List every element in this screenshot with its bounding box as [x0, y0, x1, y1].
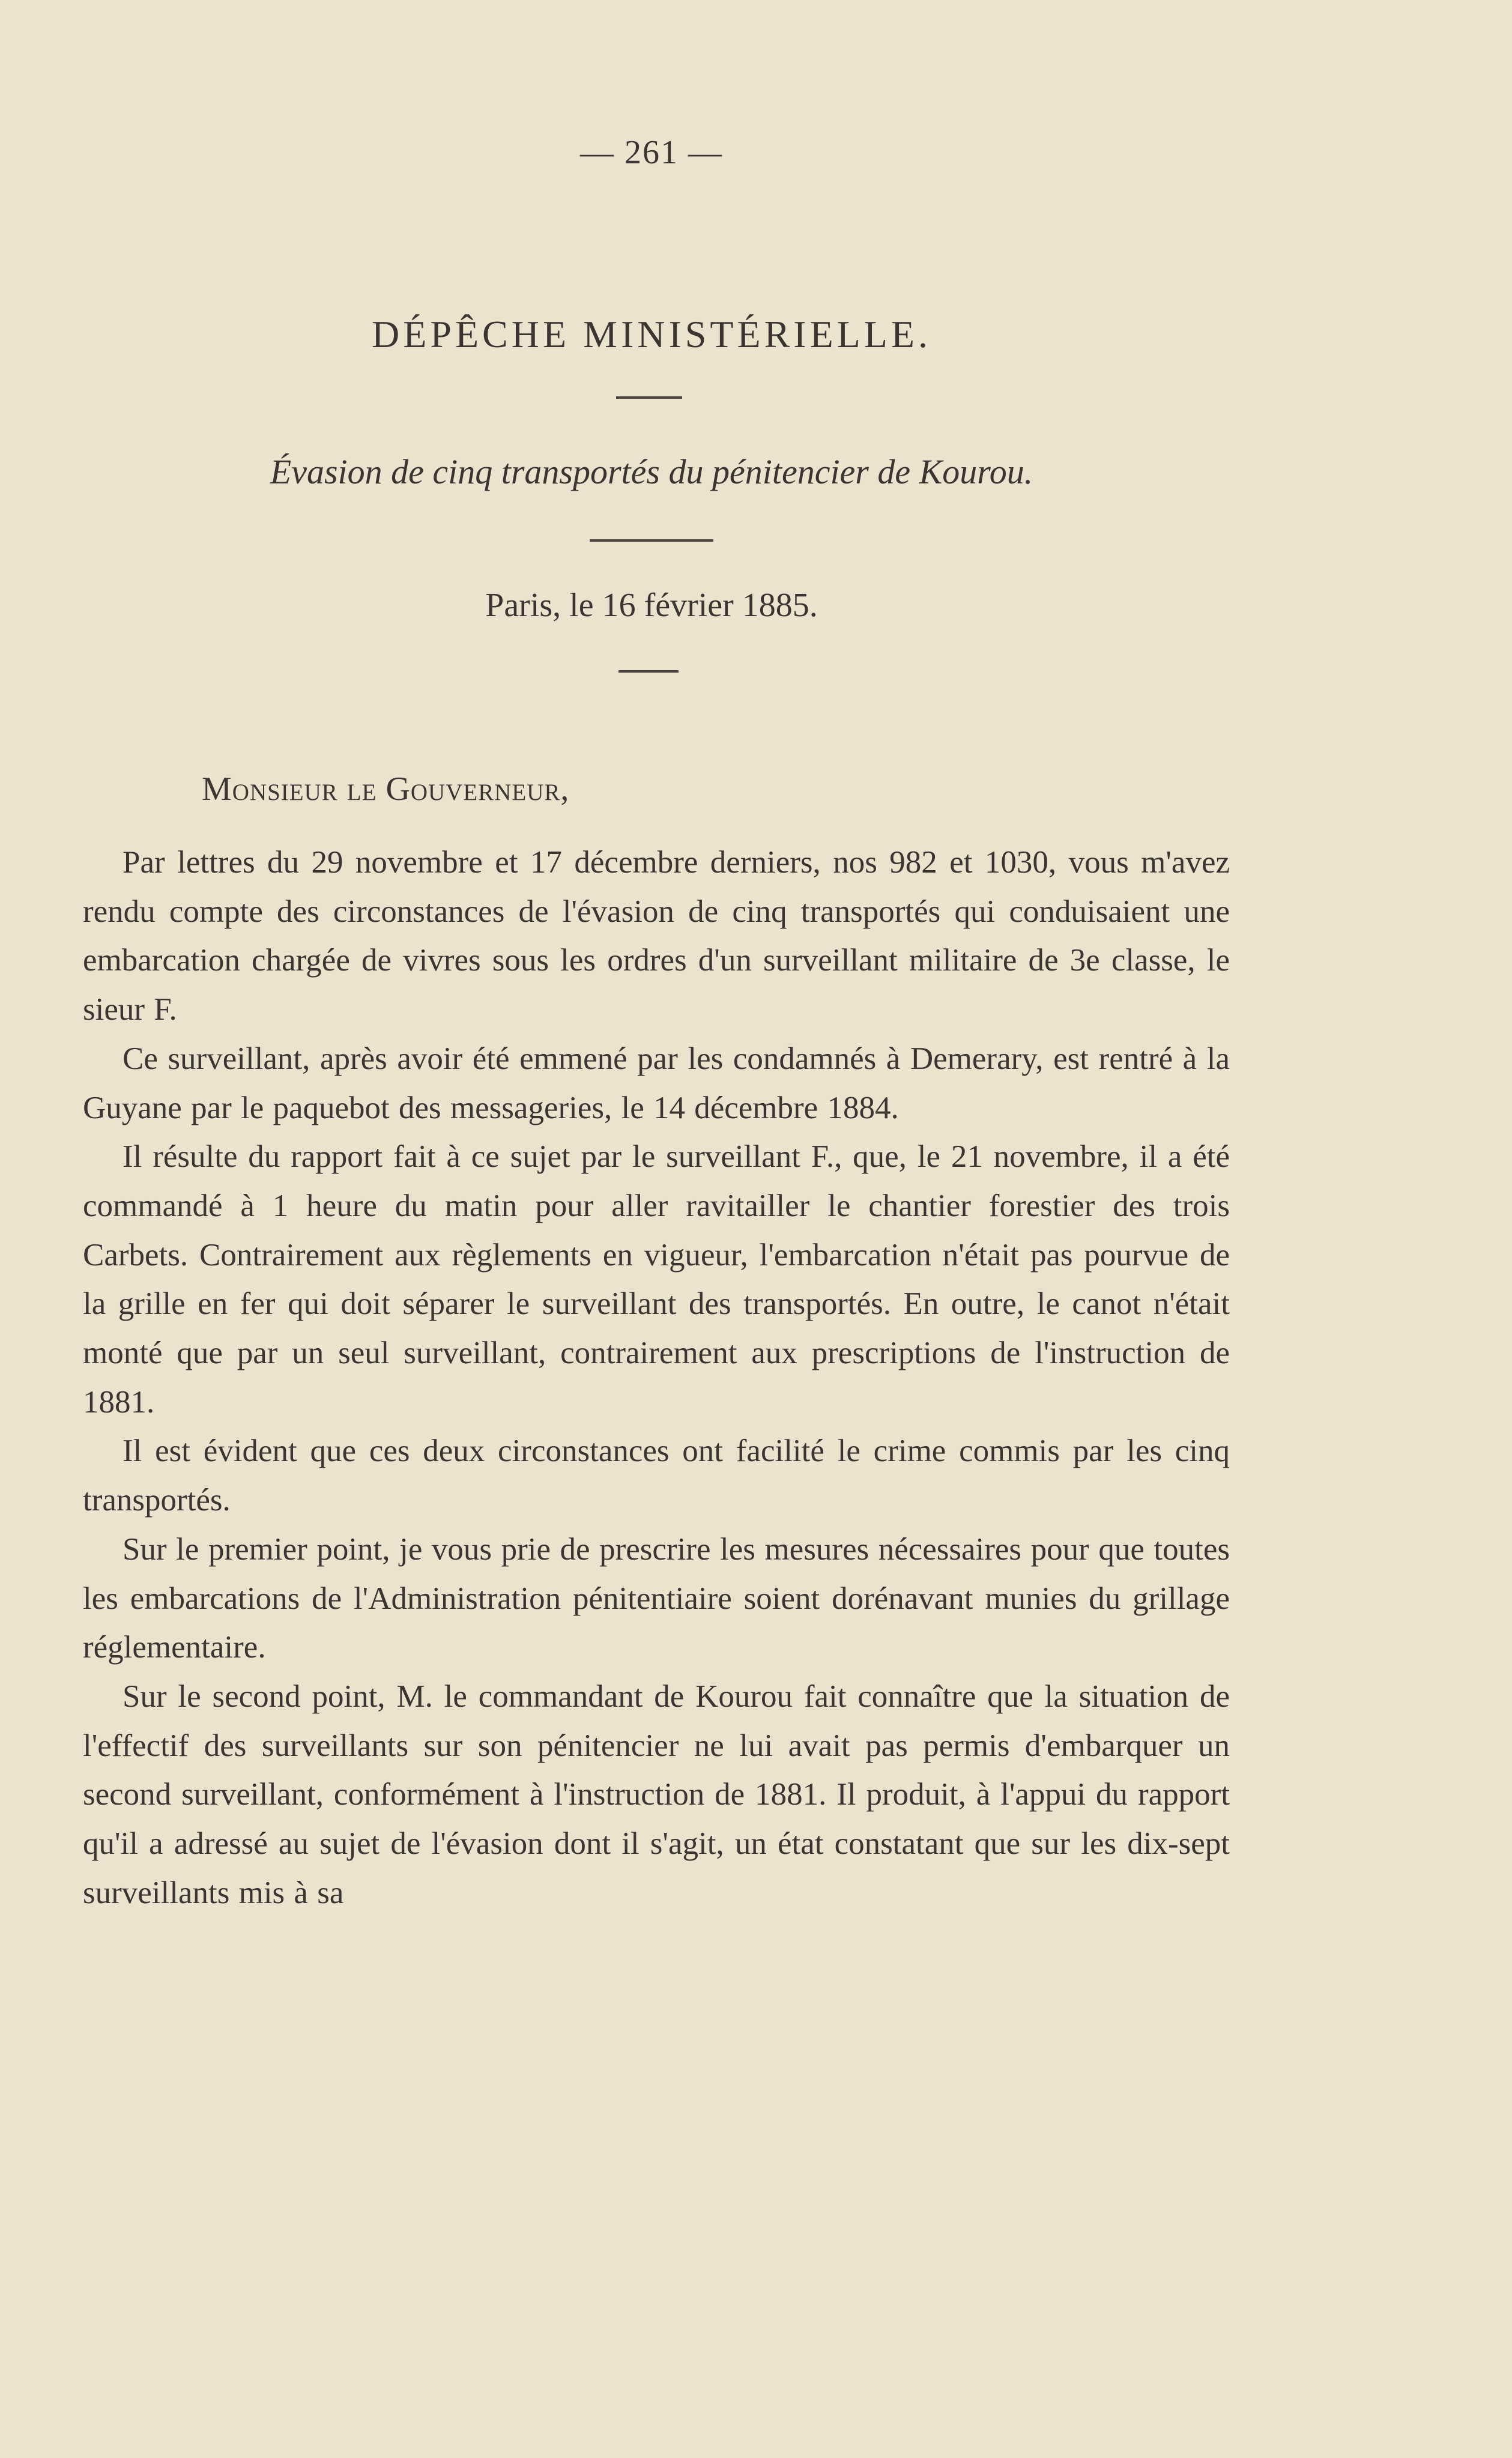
page-number: — 261 — [580, 134, 723, 171]
paragraph: Sur le premier point, je vous prie de prescrire les mesures nécessaires pour que toutes les embarcations de l'Administration pénitentiaire soient dorénavant munies du grillage réglementaire. [83, 1531, 1230, 1665]
document-title: DÉPÊCHE MINISTÉRIELLE. [372, 313, 931, 356]
paragraph: Sur le second point, M. le commandant de Kourou fait connaître que la situation de l'effectif des surveillants sur son pénitencier ne lui avait pas permis d'embarquer un second surveillant, conformément à l'instruction de 1881. Il produit, à l'appui du rapport qu'il a adressé au sujet de l'évasion dont il s'agit, un état constatant que sur les dix-sept surveillants mis à sa [83, 1679, 1230, 1910]
paragraph: Ce surveillant, après avoir été emmené par les condamnés à Demerary, est rentré à la Guyane par le paquebot des messageries, le 14 décembre 1884. [83, 1041, 1230, 1125]
paragraph: Il est évident que ces deux circonstances ont facilité le crime commis par les cinq transportés. [83, 1433, 1230, 1518]
paragraph: Par lettres du 29 novembre et 17 décembre derniers, nos 982 et 1030, vous m'avez rendu compte des circonstances de l'évasion de cinq transportés qui conduisaient une embarcation chargée de vivres sous les ordres d'un surveillant militaire de 3e classe, le sieur F. [83, 845, 1230, 1028]
divider-rule [616, 396, 682, 399]
dateline: Paris, le 16 février 1885. [485, 587, 818, 624]
divider-rule [618, 670, 679, 673]
divider-rule [590, 539, 713, 542]
salutation: Monsieur le Gouverneur, [202, 770, 570, 808]
paragraph: Il résulte du rapport fait à ce sujet par le surveillant F., que, le 21 novembre, il a été commandé à 1 heure du matin pour aller ravitailler le chantier forestier des trois Carbets. Contrairement aux règlements en vigueur, l'embarcation n'était pas pourvue de la grille en fer qui doit séparer le surveillant des transportés. En outre, le canot n'était monté que par un seul surveillant, contrairement aux prescriptions de l'instruction de 1881. [83, 1139, 1230, 1420]
document-subtitle: Évasion de cinq transportés du pénitencier de Kourou. [270, 452, 1033, 491]
body-text [83, 838, 1230, 1918]
